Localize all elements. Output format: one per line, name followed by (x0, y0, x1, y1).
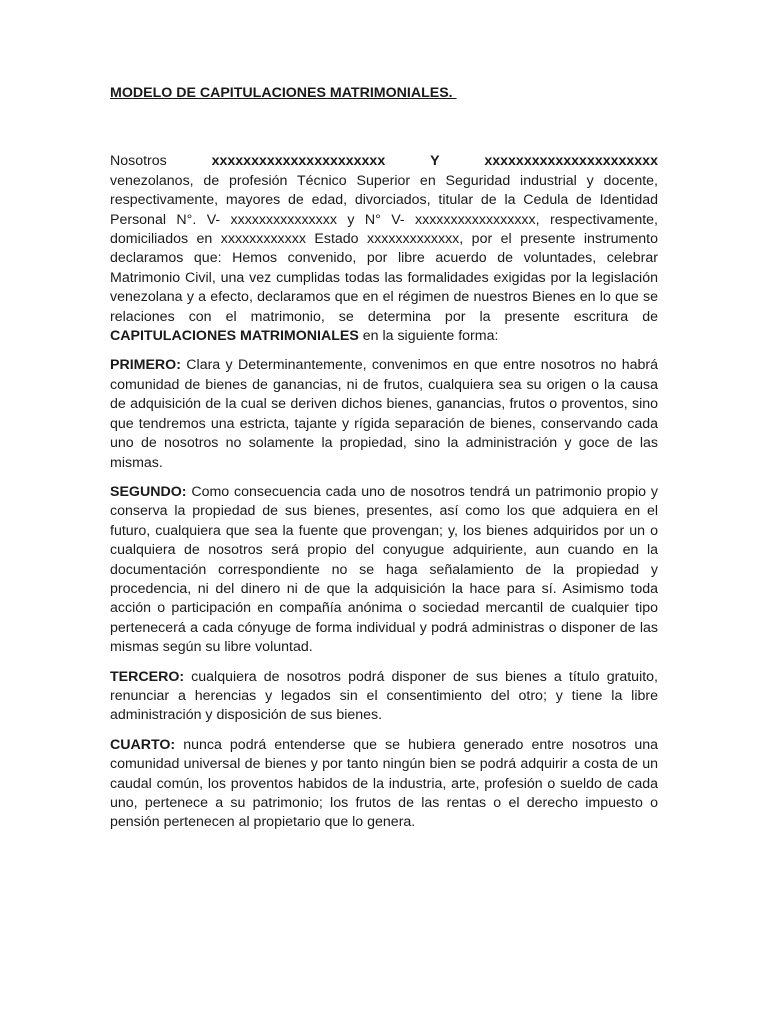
intro-name-2: xxxxxxxxxxxxxxxxxxxxxx (484, 153, 658, 170)
clause-label: TERCERO: (110, 668, 185, 685)
intro-body-bold: CAPITULACIONES MATRIMONIALES (110, 328, 359, 345)
intro-body-end: en la siguiente forma: (358, 328, 499, 345)
clause-segundo (110, 483, 658, 658)
intro-name-1: xxxxxxxxxxxxxxxxxxxxxx (211, 153, 386, 170)
clause-tercero (110, 668, 658, 726)
document-title: MODELO DE CAPITULACIONES MATRIMONIALES. (110, 85, 457, 101)
clause-label: SEGUNDO: (110, 483, 187, 500)
clause-text: nunca podrá entenderse que se hubiera generado entre nosotros una comunidad universal de bienes y por tanto ningún bien se podrá adquirir a costa de un caudal común, los proventos habidos de la industria, arte, profesión o sueldo de cada uno, pertenece a su patrimonio; los frutos de las rentas o el derecho impuesto o pensión pertenecen al propietario que lo genera. (110, 736, 658, 831)
clause-label: PRIMERO: (110, 357, 181, 374)
intro-first-line (110, 152, 658, 171)
clause-text: Clara y Determinantemente, convenimos en que entre nosotros no habrá comunidad de bienes de ganancias, ni de frutos, cualquiera sea su origen o la causa de adquisición de la cual se deriven dichos bienes, ganancias, frutos o proventos, sino que tendremos una estricta, tajante y rígida separación de bienes, conservando cada uno de nosotros no solamente la propiedad, sino la administración y goce de las mismas. (110, 357, 658, 471)
intro-body: venezolanos, de profesión Técnico Superior en Seguridad industrial y docente, respectivamente, mayores de edad, divorciados, titular de la Cedula de Identidad Personal N°. V- xxxxxxxxxxxxxxx y N° V- xxxxxxxxxxxxxxxxx, respectivamente, domiciliados en xxxxxxxxxxxx Estado xxxxxxxxxxxxx, por el presente instrumento declaramos que: Hemos convenido, por libre acuerdo de voluntades, celebrar Matrimonio Civil, una vez cumplidas todas las formalidades exigidas por la legislación venezolana y a efecto, declaramos que en el régimen de nuestros Bienes en lo que se relaciones con el matrimonio, se determina por la presente escritura de (110, 172, 658, 325)
intro-paragraph (110, 152, 658, 346)
intro-y: Y (430, 153, 440, 170)
clause-primero (110, 356, 658, 472)
clause-cuarto (110, 736, 658, 833)
intro-nosotros: Nosotros (110, 153, 167, 170)
clause-text: cualquiera de nosotros podrá disponer de sus bienes a título gratuito, renunciar a herencias y legados sin el consentimiento del otro; y tiene la libre administración y disposición de sus bienes. (110, 668, 658, 724)
document-page (110, 84, 658, 843)
clause-text: Como consecuencia cada uno de nosotros tendrá un patrimonio propio y conserva la propiedad de sus bienes, presentes, así como los que adquiera en el futuro, cualquiera que sea la fuente que provengan; y, los bienes adquiridos por un o cualquiera de nosotros será propio del conyugue adquiriente, aun cuando en la documentación correspondiente no se haga señalamiento de la propiedad y procedencia, ni del dinero ni de que la adquisición la hace para sí. Asimismo toda acción o participación en compañía anónima o sociedad mercantil de cualquier tipo pertenecerá a cada cónyuge de forma individual y podrá administras o disponer de las mismas según su libre voluntad. (110, 483, 658, 656)
clause-label: CUARTO: (110, 736, 176, 753)
